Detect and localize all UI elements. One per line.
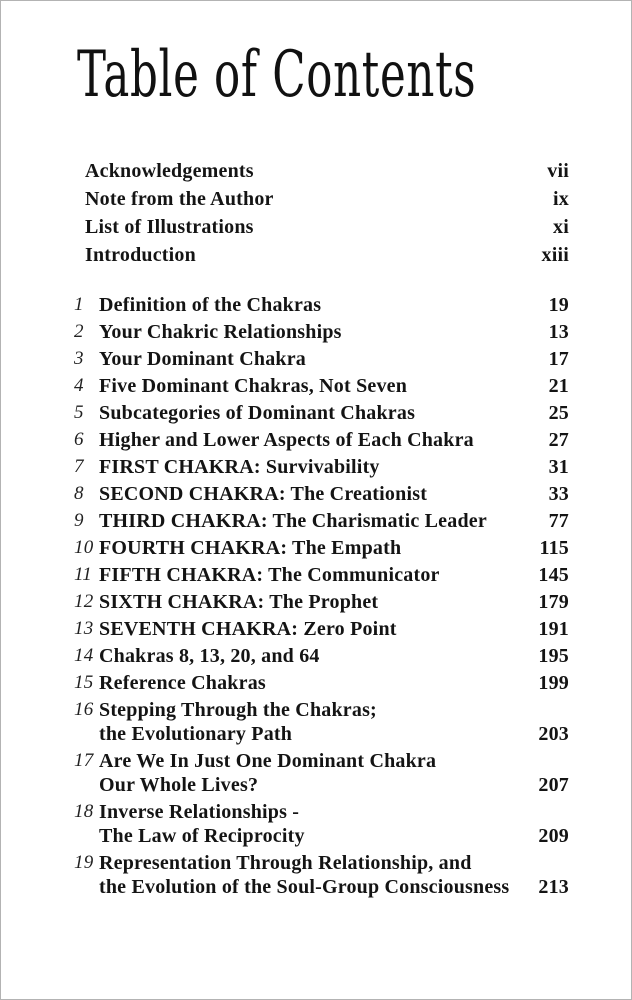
chapter-row	[73, 401, 569, 425]
chapter-row	[73, 293, 569, 317]
chapter-row	[73, 617, 569, 641]
front-matter-page-number: vii	[547, 160, 569, 182]
front-matter-label: Acknowledgements	[85, 160, 254, 182]
chapter-title	[99, 617, 529, 641]
chapter-page-number: 25	[548, 402, 569, 424]
chapter-title	[99, 563, 529, 587]
chapter-title	[99, 293, 529, 317]
chapter-page-number: 115	[539, 537, 569, 559]
chapter-title-line: Five Dominant Chakras, Not Seven	[99, 375, 408, 397]
chapter-number: 4	[74, 375, 84, 396]
chapter-page-number: 195	[538, 645, 569, 667]
front-matter-label: Note from the Author	[85, 188, 274, 210]
chapter-title	[99, 749, 529, 797]
chapter-row	[73, 320, 569, 344]
chapter-title-line: Stepping Through the Chakras;	[99, 699, 377, 721]
chapter-number: 15	[74, 672, 94, 693]
chapter-list	[73, 293, 569, 899]
chapter-number: 13	[74, 618, 94, 639]
chapter-title-line: Your Chakric Relationships	[99, 321, 342, 343]
front-matter-row	[73, 159, 569, 183]
chapter-page-number: 199	[538, 672, 569, 694]
chapter-title-line: Representation Through Relationship, and	[99, 852, 472, 874]
chapter-number: 12	[74, 591, 94, 612]
chapter-title	[99, 509, 529, 533]
chapter-title	[99, 590, 529, 614]
chapter-title	[99, 320, 529, 344]
chapter-number: 8	[74, 483, 84, 504]
chapter-page-number: 21	[548, 375, 569, 397]
chapter-title-line: Are We In Just One Dominant Chakra	[99, 750, 437, 772]
chapter-row	[73, 509, 569, 533]
chapter-title	[99, 347, 529, 371]
chapter-row	[73, 536, 569, 560]
chapter-page-number: 27	[548, 429, 569, 451]
chapter-number: 9	[74, 510, 84, 531]
chapter-page-number: 31	[548, 456, 569, 478]
chapter-page-number: 209	[538, 825, 569, 847]
chapter-number: 10	[74, 537, 94, 558]
chapter-title-line: Subcategories of Dominant Chakras	[99, 402, 416, 424]
chapter-title-line: Higher and Lower Aspects of Each Chakra	[99, 429, 474, 451]
chapter-title	[99, 800, 529, 848]
chapter-row	[73, 590, 569, 614]
chapter-title-line: Definition of the Chakras	[99, 294, 322, 316]
toc-page	[1, 1, 631, 999]
page-title: Table of Contents	[77, 38, 477, 112]
chapter-row	[73, 563, 569, 587]
chapter-title-line: FIFTH CHAKRA: The Communicator	[99, 564, 440, 586]
chapter-row	[73, 671, 569, 695]
chapter-title	[99, 401, 529, 425]
chapter-title	[99, 428, 529, 452]
chapter-title	[99, 536, 529, 560]
chapter-number: 14	[74, 645, 94, 666]
chapter-page-number: 17	[548, 348, 569, 370]
front-matter-page-number: xiii	[541, 244, 569, 266]
chapter-number: 16	[74, 699, 94, 720]
chapter-row	[73, 374, 569, 398]
chapter-title	[99, 482, 529, 506]
chapter-number: 19	[74, 852, 94, 873]
chapter-title	[99, 671, 529, 695]
chapter-number: 18	[74, 801, 94, 822]
chapter-row	[73, 455, 569, 479]
front-matter-label: Introduction	[85, 244, 196, 266]
chapter-number: 2	[74, 321, 84, 342]
chapter-row	[73, 800, 569, 848]
chapter-row	[73, 698, 569, 746]
chapter-page-number: 179	[538, 591, 569, 613]
chapter-title-line: FIRST CHAKRA: Survivability	[99, 456, 380, 478]
chapter-page-number: 191	[538, 618, 569, 640]
front-matter-row	[73, 187, 569, 211]
chapter-title-line: the Evolution of the Soul-Group Consciousness	[99, 876, 510, 898]
chapter-row	[73, 851, 569, 899]
front-matter-row	[73, 243, 569, 267]
chapter-title-line: FOURTH CHAKRA: The Empath	[99, 537, 402, 559]
front-matter-list	[73, 159, 569, 267]
chapter-page-number: 145	[538, 564, 569, 586]
front-matter-page-number: ix	[553, 188, 569, 210]
chapter-title	[99, 374, 529, 398]
chapter-title-line: THIRD CHAKRA: The Charismatic Leader	[99, 510, 487, 532]
chapter-title-line: Our Whole Lives?	[99, 774, 259, 796]
chapter-row	[73, 644, 569, 668]
chapter-page-number: 213	[538, 876, 569, 898]
chapter-title	[99, 455, 529, 479]
chapter-row	[73, 428, 569, 452]
chapter-number: 11	[74, 564, 92, 585]
chapter-page-number: 13	[548, 321, 569, 343]
chapter-row	[73, 482, 569, 506]
chapter-number: 17	[74, 750, 94, 771]
chapter-title-line: Chakras 8, 13, 20, and 64	[99, 645, 320, 667]
chapter-title	[99, 851, 529, 899]
front-matter-row	[73, 215, 569, 239]
chapter-page-number: 77	[548, 510, 569, 532]
chapter-row	[73, 749, 569, 797]
front-matter-label: List of Illustrations	[85, 216, 254, 238]
chapter-number: 6	[74, 429, 84, 450]
chapter-title	[99, 644, 529, 668]
front-matter-page-number: xi	[553, 216, 569, 238]
chapter-title-line: the Evolutionary Path	[99, 723, 293, 745]
chapter-title-line: The Law of Reciprocity	[99, 825, 305, 847]
chapter-page-number: 33	[548, 483, 569, 505]
chapter-title	[99, 698, 529, 746]
chapter-title-line: Your Dominant Chakra	[99, 348, 306, 370]
chapter-number: 7	[74, 456, 84, 477]
chapter-page-number: 19	[548, 294, 569, 316]
chapter-row	[73, 347, 569, 371]
chapter-title-line: Reference Chakras	[99, 672, 266, 694]
chapter-title-line: SIXTH CHAKRA: The Prophet	[99, 591, 379, 613]
chapter-number: 1	[74, 294, 84, 315]
chapter-page-number: 203	[538, 723, 569, 745]
chapter-page-number: 207	[538, 774, 569, 796]
chapter-number: 3	[74, 348, 84, 369]
chapter-number: 5	[74, 402, 84, 423]
chapter-title-line: Inverse Relationships -	[99, 801, 300, 823]
chapter-title-line: SEVENTH CHAKRA: Zero Point	[99, 618, 397, 640]
chapter-title-line: SECOND CHAKRA: The Creationist	[99, 483, 428, 505]
